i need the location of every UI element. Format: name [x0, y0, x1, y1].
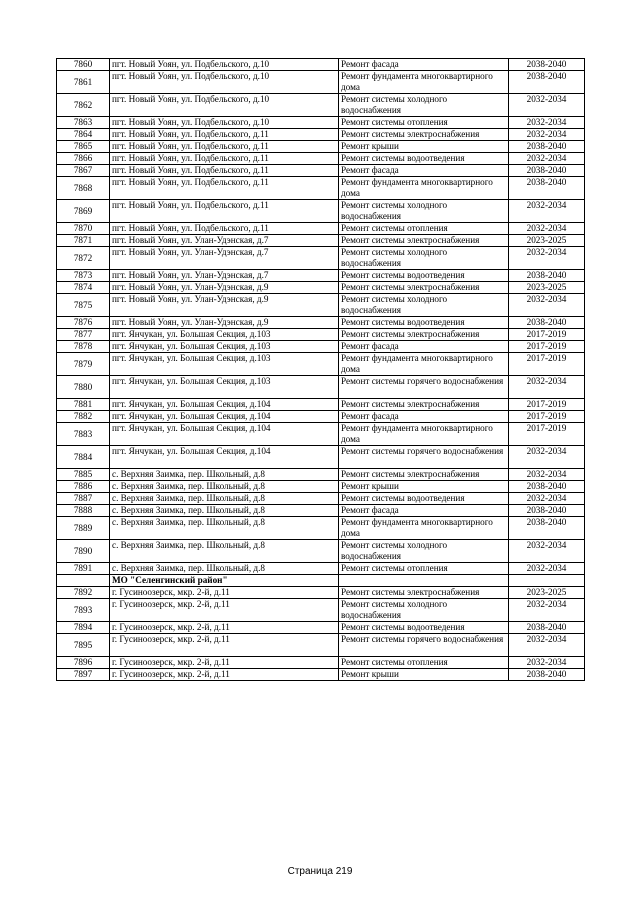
row-number: 7886 [57, 481, 110, 493]
row-number: 7865 [57, 141, 110, 153]
row-number: 7879 [57, 353, 110, 376]
period-cell: 2032-2034 [509, 493, 585, 505]
work-type-cell: Ремонт системы электроснабжения [339, 399, 509, 411]
period-cell: 2017-2019 [509, 329, 585, 341]
row-number: 7860 [57, 59, 110, 71]
table-row [57, 423, 585, 446]
work-type-cell [339, 575, 509, 587]
period-cell: 2017-2019 [509, 353, 585, 376]
table-row [57, 223, 585, 235]
period-cell: 2032-2034 [509, 200, 585, 223]
work-type-cell: Ремонт системы электроснабжения [339, 469, 509, 481]
row-number: 7867 [57, 165, 110, 177]
period-cell: 2032-2034 [509, 540, 585, 563]
address-cell: пгт. Новый Уоян, ул. Подбельского, д.11 [110, 200, 339, 223]
period-cell: 2032-2034 [509, 94, 585, 117]
row-number: 7871 [57, 235, 110, 247]
table-row [57, 634, 585, 657]
work-type-cell: Ремонт системы отопления [339, 657, 509, 669]
period-cell: 2032-2034 [509, 153, 585, 165]
table-row [57, 376, 585, 399]
work-type-cell: Ремонт системы холодного водоснабжения [339, 599, 509, 622]
table-row [57, 129, 585, 141]
work-type-cell: Ремонт системы водоотведения [339, 317, 509, 329]
address-cell: с. Верхняя Заимка, пер. Школьный, д.8 [110, 563, 339, 575]
address-cell: пгт. Янчукан, ул. Большая Секция, д.104 [110, 411, 339, 423]
work-type-cell: Ремонт системы холодного водоснабжения [339, 200, 509, 223]
table-row [57, 177, 585, 200]
row-number: 7862 [57, 94, 110, 117]
row-number: 7892 [57, 587, 110, 599]
row-number: 7881 [57, 399, 110, 411]
address-cell: г. Гусиноозерск, мкр. 2-й, д.11 [110, 587, 339, 599]
row-number: 7889 [57, 517, 110, 540]
period-cell: 2032-2034 [509, 446, 585, 469]
period-cell: 2032-2034 [509, 599, 585, 622]
work-type-cell: Ремонт системы электроснабжения [339, 129, 509, 141]
period-cell: 2038-2040 [509, 481, 585, 493]
address-cell: пгт. Янчукан, ул. Большая Секция, д.104 [110, 399, 339, 411]
work-type-cell: Ремонт системы электроснабжения [339, 587, 509, 599]
period-cell: 2032-2034 [509, 294, 585, 317]
work-type-cell: Ремонт системы горячего водоснабжения [339, 634, 509, 657]
address-cell: с. Верхняя Заимка, пер. Школьный, д.8 [110, 481, 339, 493]
address-cell: пгт. Новый Уоян, ул. Подбельского, д.11 [110, 129, 339, 141]
period-cell: 2032-2034 [509, 469, 585, 481]
work-type-cell: Ремонт крыши [339, 141, 509, 153]
work-type-cell: Ремонт системы холодного водоснабжения [339, 94, 509, 117]
period-cell: 2038-2040 [509, 165, 585, 177]
address-cell: г. Гусиноозерск, мкр. 2-й, д.11 [110, 599, 339, 622]
work-type-cell: Ремонт крыши [339, 669, 509, 681]
period-cell: 2032-2034 [509, 247, 585, 270]
work-type-cell: Ремонт системы водоотведения [339, 493, 509, 505]
page-number: Страница 219 [287, 866, 353, 877]
table-row [57, 669, 585, 681]
table-row [57, 505, 585, 517]
period-cell: 2038-2040 [509, 141, 585, 153]
address-cell: с. Верхняя Заимка, пер. Школьный, д.8 [110, 517, 339, 540]
address-cell: г. Гусиноозерск, мкр. 2-й, д.11 [110, 657, 339, 669]
row-number: 7891 [57, 563, 110, 575]
row-number: 7868 [57, 177, 110, 200]
row-number: 7878 [57, 341, 110, 353]
work-type-cell: Ремонт системы горячего водоснабжения [339, 446, 509, 469]
table-row [57, 235, 585, 247]
table-row [57, 165, 585, 177]
work-type-cell: Ремонт фундамента многоквартирного дома [339, 353, 509, 376]
row-number: 7885 [57, 469, 110, 481]
period-cell: 2038-2040 [509, 317, 585, 329]
period-cell: 2017-2019 [509, 341, 585, 353]
row-number: 7884 [57, 446, 110, 469]
row-number: 7869 [57, 200, 110, 223]
work-type-cell: Ремонт фундамента многоквартирного дома [339, 177, 509, 200]
address-cell: пгт. Новый Уоян, ул. Подбельского, д.11 [110, 165, 339, 177]
period-cell: 2032-2034 [509, 376, 585, 399]
work-type-cell: Ремонт фасада [339, 411, 509, 423]
period-cell: 2017-2019 [509, 411, 585, 423]
work-type-cell: Ремонт системы электроснабжения [339, 329, 509, 341]
table-row [57, 481, 585, 493]
work-type-cell: Ремонт системы холодного водоснабжения [339, 540, 509, 563]
row-number: 7864 [57, 129, 110, 141]
period-cell: 2038-2040 [509, 59, 585, 71]
row-number: 7894 [57, 622, 110, 634]
table-row [57, 247, 585, 270]
table-row [57, 341, 585, 353]
row-number: 7887 [57, 493, 110, 505]
table-row [57, 200, 585, 223]
row-number: 7888 [57, 505, 110, 517]
work-type-cell: Ремонт фундамента многоквартирного дома [339, 71, 509, 94]
row-number: 7883 [57, 423, 110, 446]
table-row [57, 446, 585, 469]
work-type-cell: Ремонт системы холодного водоснабжения [339, 294, 509, 317]
address-cell: с. Верхняя Заимка, пер. Школьный, д.8 [110, 505, 339, 517]
table-row [57, 141, 585, 153]
table-row [57, 59, 585, 71]
table-row [57, 94, 585, 117]
address-cell: пгт. Новый Уоян, ул. Подбельского, д.11 [110, 153, 339, 165]
table-row [57, 540, 585, 563]
period-cell: 2038-2040 [509, 505, 585, 517]
row-number: 7870 [57, 223, 110, 235]
table-row [57, 317, 585, 329]
period-cell: 2032-2034 [509, 563, 585, 575]
address-cell: пгт. Новый Уоян, ул. Улан-Удэнская, д.7 [110, 247, 339, 270]
period-cell: 2038-2040 [509, 669, 585, 681]
table-row [57, 657, 585, 669]
work-type-cell: Ремонт системы отопления [339, 223, 509, 235]
row-number: 7875 [57, 294, 110, 317]
address-cell: пгт. Новый Уоян, ул. Подбельского, д.11 [110, 223, 339, 235]
address-cell: пгт. Новый Уоян, ул. Улан-Удэнская, д.9 [110, 317, 339, 329]
work-type-cell: Ремонт системы водоотведения [339, 153, 509, 165]
address-cell: пгт. Новый Уоян, ул. Подбельского, д.10 [110, 59, 339, 71]
period-cell: 2038-2040 [509, 517, 585, 540]
address-cell: пгт. Новый Уоян, ул. Подбельского, д.10 [110, 117, 339, 129]
table-row [57, 469, 585, 481]
row-number: 7880 [57, 376, 110, 399]
address-cell: с. Верхняя Заимка, пер. Школьный, д.8 [110, 493, 339, 505]
row-number: 7876 [57, 317, 110, 329]
row-number: 7877 [57, 329, 110, 341]
address-cell: пгт. Новый Уоян, ул. Улан-Удэнская, д.7 [110, 270, 339, 282]
work-type-cell: Ремонт фундамента многоквартирного дома [339, 517, 509, 540]
row-number: 7897 [57, 669, 110, 681]
period-cell: 2023-2025 [509, 282, 585, 294]
work-type-cell: Ремонт системы водоотведения [339, 270, 509, 282]
period-cell [509, 575, 585, 587]
address-cell: с. Верхняя Заимка, пер. Школьный, д.8 [110, 469, 339, 481]
address-cell: пгт. Янчукан, ул. Большая Секция, д.103 [110, 341, 339, 353]
table-row [57, 71, 585, 94]
address-cell: пгт. Янчукан, ул. Большая Секция, д.103 [110, 376, 339, 399]
row-number: 7893 [57, 599, 110, 622]
address-cell: г. Гусиноозерск, мкр. 2-й, д.11 [110, 669, 339, 681]
table-row [57, 563, 585, 575]
row-number: 7895 [57, 634, 110, 657]
period-cell: 2038-2040 [509, 71, 585, 94]
table-row [57, 153, 585, 165]
row-number: 7882 [57, 411, 110, 423]
table-row [57, 517, 585, 540]
period-cell: 2032-2034 [509, 657, 585, 669]
period-cell: 2023-2025 [509, 235, 585, 247]
table-row [57, 493, 585, 505]
address-cell: пгт. Новый Уоян, ул. Улан-Удэнская, д.9 [110, 294, 339, 317]
address-cell: с. Верхняя Заимка, пер. Школьный, д.8 [110, 540, 339, 563]
period-cell: 2038-2040 [509, 177, 585, 200]
work-type-cell: Ремонт системы водоотведения [339, 622, 509, 634]
row-number: 7861 [57, 71, 110, 94]
period-cell: 2032-2034 [509, 117, 585, 129]
work-type-cell: Ремонт системы электроснабжения [339, 282, 509, 294]
row-number: 7874 [57, 282, 110, 294]
work-type-cell: Ремонт фасада [339, 505, 509, 517]
period-cell: 2032-2034 [509, 223, 585, 235]
address-cell: пгт. Новый Уоян, ул. Подбельского, д.10 [110, 71, 339, 94]
row-number: 7896 [57, 657, 110, 669]
work-type-cell: Ремонт фасада [339, 59, 509, 71]
row-number: 7890 [57, 540, 110, 563]
work-type-cell: Ремонт фундамента многоквартирного дома [339, 423, 509, 446]
table-row [57, 622, 585, 634]
address-cell: пгт. Новый Уоян, ул. Подбельского, д.11 [110, 141, 339, 153]
period-cell: 2017-2019 [509, 423, 585, 446]
period-cell: 2038-2040 [509, 270, 585, 282]
address-cell: г. Гусиноозерск, мкр. 2-й, д.11 [110, 622, 339, 634]
address-cell: пгт. Янчукан, ул. Большая Секция, д.104 [110, 446, 339, 469]
period-cell: 2032-2034 [509, 129, 585, 141]
table-row [57, 599, 585, 622]
region-name: МО "Селенгинский район" [110, 575, 339, 587]
row-number: 7872 [57, 247, 110, 270]
work-type-cell: Ремонт фасада [339, 341, 509, 353]
table-row [57, 282, 585, 294]
row-number: 7863 [57, 117, 110, 129]
table-row [57, 587, 585, 599]
work-type-cell: Ремонт системы электроснабжения [339, 235, 509, 247]
region-header-row [57, 575, 585, 587]
row-number: 7873 [57, 270, 110, 282]
table-row [57, 353, 585, 376]
work-type-cell: Ремонт системы холодного водоснабжения [339, 247, 509, 270]
period-cell: 2017-2019 [509, 399, 585, 411]
address-cell: пгт. Новый Уоян, ул. Подбельского, д.10 [110, 94, 339, 117]
table-row [57, 329, 585, 341]
work-type-cell: Ремонт системы отопления [339, 117, 509, 129]
table-row [57, 294, 585, 317]
table-row [57, 399, 585, 411]
address-cell: пгт. Янчукан, ул. Большая Секция, д.103 [110, 329, 339, 341]
address-cell: г. Гусиноозерск, мкр. 2-й, д.11 [110, 634, 339, 657]
period-cell: 2038-2040 [509, 622, 585, 634]
address-cell: пгт. Янчукан, ул. Большая Секция, д.103 [110, 353, 339, 376]
work-type-cell: Ремонт системы отопления [339, 563, 509, 575]
table-row [57, 270, 585, 282]
work-type-cell: Ремонт крыши [339, 481, 509, 493]
table-body [57, 59, 585, 681]
row-number [57, 575, 110, 587]
address-cell: пгт. Новый Уоян, ул. Подбельского, д.11 [110, 177, 339, 200]
repair-schedule-table [56, 58, 585, 681]
work-type-cell: Ремонт фасада [339, 165, 509, 177]
row-number: 7866 [57, 153, 110, 165]
address-cell: пгт. Новый Уоян, ул. Улан-Удэнская, д.7 [110, 235, 339, 247]
period-cell: 2023-2025 [509, 587, 585, 599]
address-cell: пгт. Новый Уоян, ул. Улан-Удэнская, д.9 [110, 282, 339, 294]
address-cell: пгт. Янчукан, ул. Большая Секция, д.104 [110, 423, 339, 446]
work-type-cell: Ремонт системы горячего водоснабжения [339, 376, 509, 399]
table-row [57, 117, 585, 129]
table-row [57, 411, 585, 423]
period-cell: 2032-2034 [509, 634, 585, 657]
